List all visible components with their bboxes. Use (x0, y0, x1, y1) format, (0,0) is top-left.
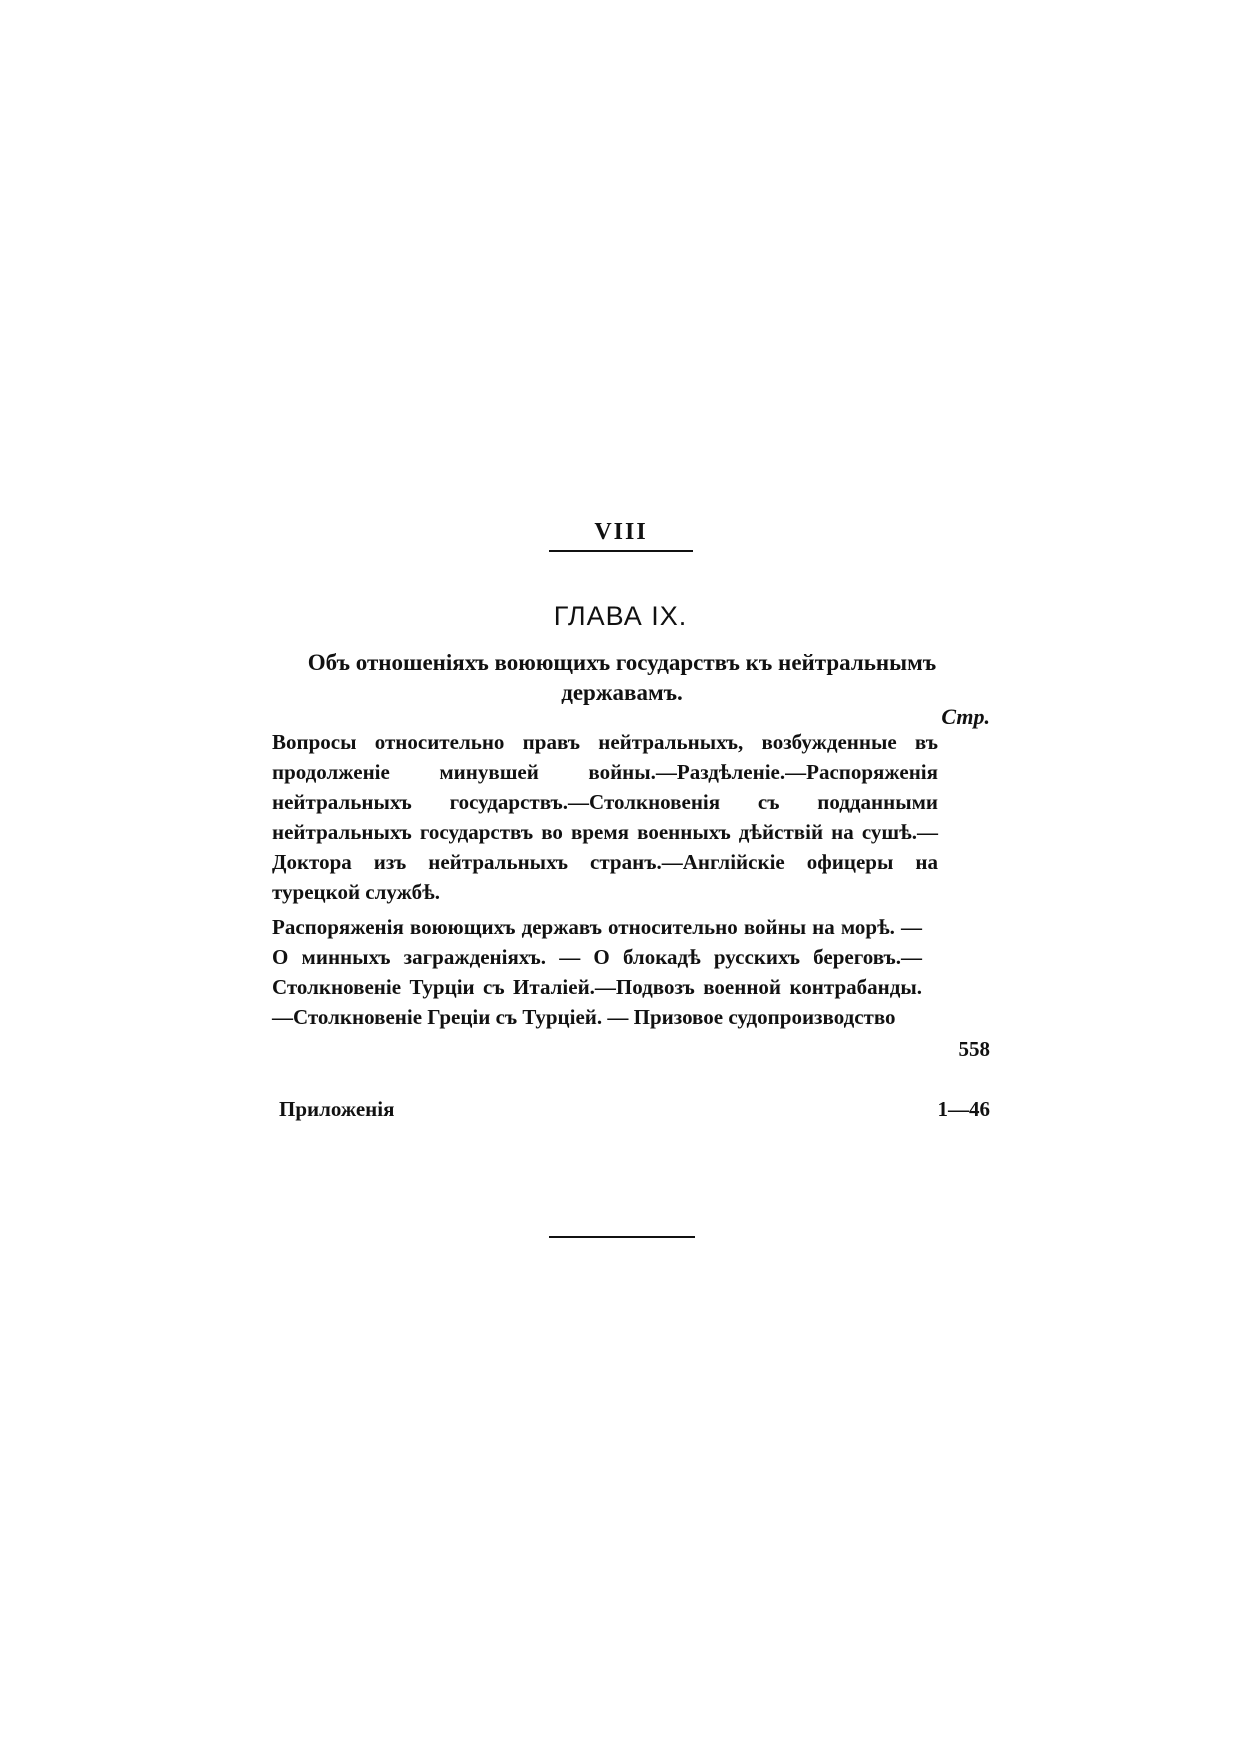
chapter-subtitle: Объ отношеніяхъ воюющихъ государствъ къ нейтральнымъ державамъ. (307, 650, 937, 705)
contents-paragraph-2-page: 558 (958, 1037, 990, 1061)
header-rule (549, 550, 693, 552)
page-column-label: Стр. (941, 704, 990, 729)
contents-paragraph-1: Вопросы относительно правъ нейтральныхъ, возбужденные въ продолженіе минувшей войны.—Раздѣленіе.—Распоряженія нейтральныхъ государствъ.—Столкновенія съ подданными нейтральныхъ государствъ во время военныхъ дѣйствій на сушѣ.—Доктора изъ нейтральныхъ странъ.—Англійскіе офицеры на турецкой службѣ. (272, 730, 938, 904)
appendix-pages: 1—46 (937, 1097, 990, 1121)
chapter-title: ГЛАВА IX. (553, 601, 688, 631)
page-number: VIII (594, 519, 648, 545)
footer-rule (549, 1236, 695, 1238)
appendix-label: Приложенія (279, 1097, 395, 1121)
contents-paragraph-2: Распоряженія воюющихъ державъ относительно войны на морѣ. — О минныхъ загражденіяхъ. — О блокадѣ русскихъ береговъ.—Столкновеніе Турціи съ Италіей.—Подвозъ военной контрабанды.—Столкновеніе Греціи съ Турціей. — Призовое судопроизводство (272, 915, 922, 1029)
